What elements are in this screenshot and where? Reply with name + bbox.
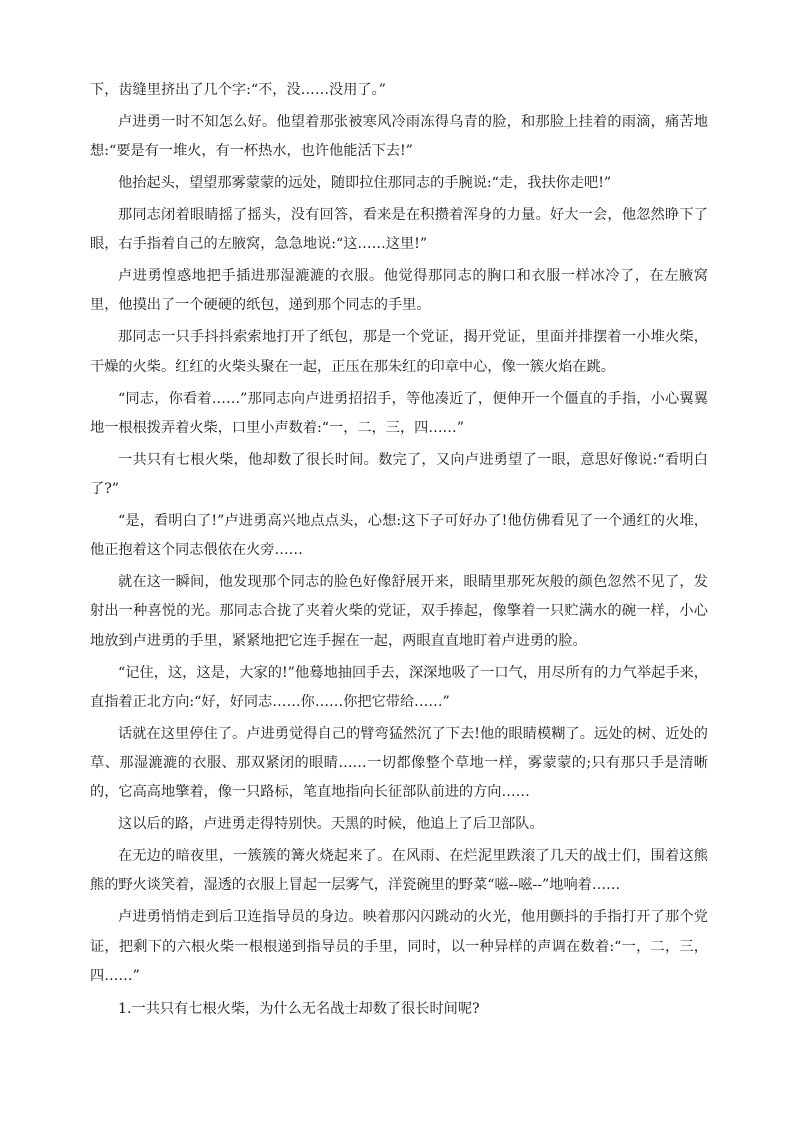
paragraph: 卢进勇悄悄走到后卫连指导员的身边。映着那闪闪跳动的火光，他用颤抖的手指打开了那个党证，把剩下的六根火柴一根根递到指导员的手里，同时，以一种异样的声调在数着:“一，二，三，四……”	[90, 909, 708, 984]
paragraph: 卢进勇一时不知怎么好。他望着那张被寒风冷雨冻得乌青的脸，和那脸上挂着的雨滴，痛苦地想:“要是有一堆火，有一杯热水，也许他能活下去!”	[90, 113, 708, 160]
paragraph: 在无边的暗夜里，一簇簇的篝火烧起来了。在风雨、在烂泥里跌滚了几天的战士们，围着这熊熊的野火谈笑着，湿透的衣服上冒起一层雾气，洋瓷碗里的野菜“嗞--嗞--”地响着……	[90, 848, 708, 894]
paragraph: “记住，这，这是，大家的!”他蓦地抽回手去，深深地吸了一口气，用尽所有的力气举起手来，直指着正北方向:“好，好同志……你……你把它带给……”	[90, 664, 708, 710]
paragraph: 下，齿缝里挤出了几个字:“不，没……没用了。”	[90, 82, 386, 98]
paragraph: 他抬起头，望望那雾蒙蒙的远处，随即拉住那同志的手腕说:“走，我扶你走吧!”	[118, 175, 612, 192]
paragraph: 卢进勇惶惑地把手插进那湿漉漉的衣服。他觉得那同志的胸口和衣服一样冰冷了，在左腋窝里，他摸出了一个硬硬的纸包，递到那个同志的手里。	[90, 268, 708, 314]
document-page	[90, 76, 708, 1027]
paragraph: 这以后的路，卢进勇走得特别快。天黑的时候，他追上了后卫部队。	[118, 816, 544, 833]
paragraph: “同志，你看着……”那同志向卢进勇招招手，等他凑近了，便伸开一个僵直的手指，小心翼翼地一根根拨弄着火柴，口里小声数着:“一，二，三，四……”	[90, 390, 708, 436]
question-1: 1.一共只有七根火柴，为什么无名战士却数了很长时间呢?	[118, 1001, 480, 1018]
paragraph: 那同志闭着眼睛摇了摇头，没有回答，看来是在积攒着浑身的力量。好大一会，他忽然睁下了眼，右手指着自己的左腋窝，急急地说:“这……这里!”	[90, 206, 708, 253]
paragraph: 一共只有七根火柴，他却数了很长时间。数完了，又向卢进勇望了一眼，意思好像说:“看明白了?”	[90, 451, 708, 498]
paragraph: “是，看明白了!”卢进勇高兴地点点头，心想:这下子可好办了!他仿佛看见了一个通红的火堆，他正抱着这个同志偎依在火旁……	[90, 512, 708, 559]
paragraph: 就在这一瞬间，他发现那个同志的脸色好像舒展开来，眼睛里那死灰般的颜色忽然不见了，发射出一种喜悦的光。那同志合拢了夹着火柴的党证，双手捧起，像擎着一只贮满水的碗一样，小心地放到卢进勇的手里，紧紧地把它连手握在一起，两眼直直地盯着卢进勇的脸。	[90, 574, 708, 649]
paragraph: 话就在这里停住了。卢进勇觉得自己的臂弯猛然沉了下去!他的眼睛模糊了。远处的树、近处的草、那湿漉漉的衣服、那双紧闭的眼睛……一切都像整个草地一样，雾蒙蒙的;只有那只手是清晰的，它高高地擎着，像一只路标，笔直地指向长征部队前进的方向……	[90, 725, 708, 801]
paragraph: 那同志一只手抖抖索索地打开了纸包，那是一个党证，揭开党证，里面并排摆着一小堆火柴，干燥的火柴。红红的火柴头聚在一起，正压在那朱红的印章中心，像一簇火焰在跳。	[90, 329, 708, 375]
